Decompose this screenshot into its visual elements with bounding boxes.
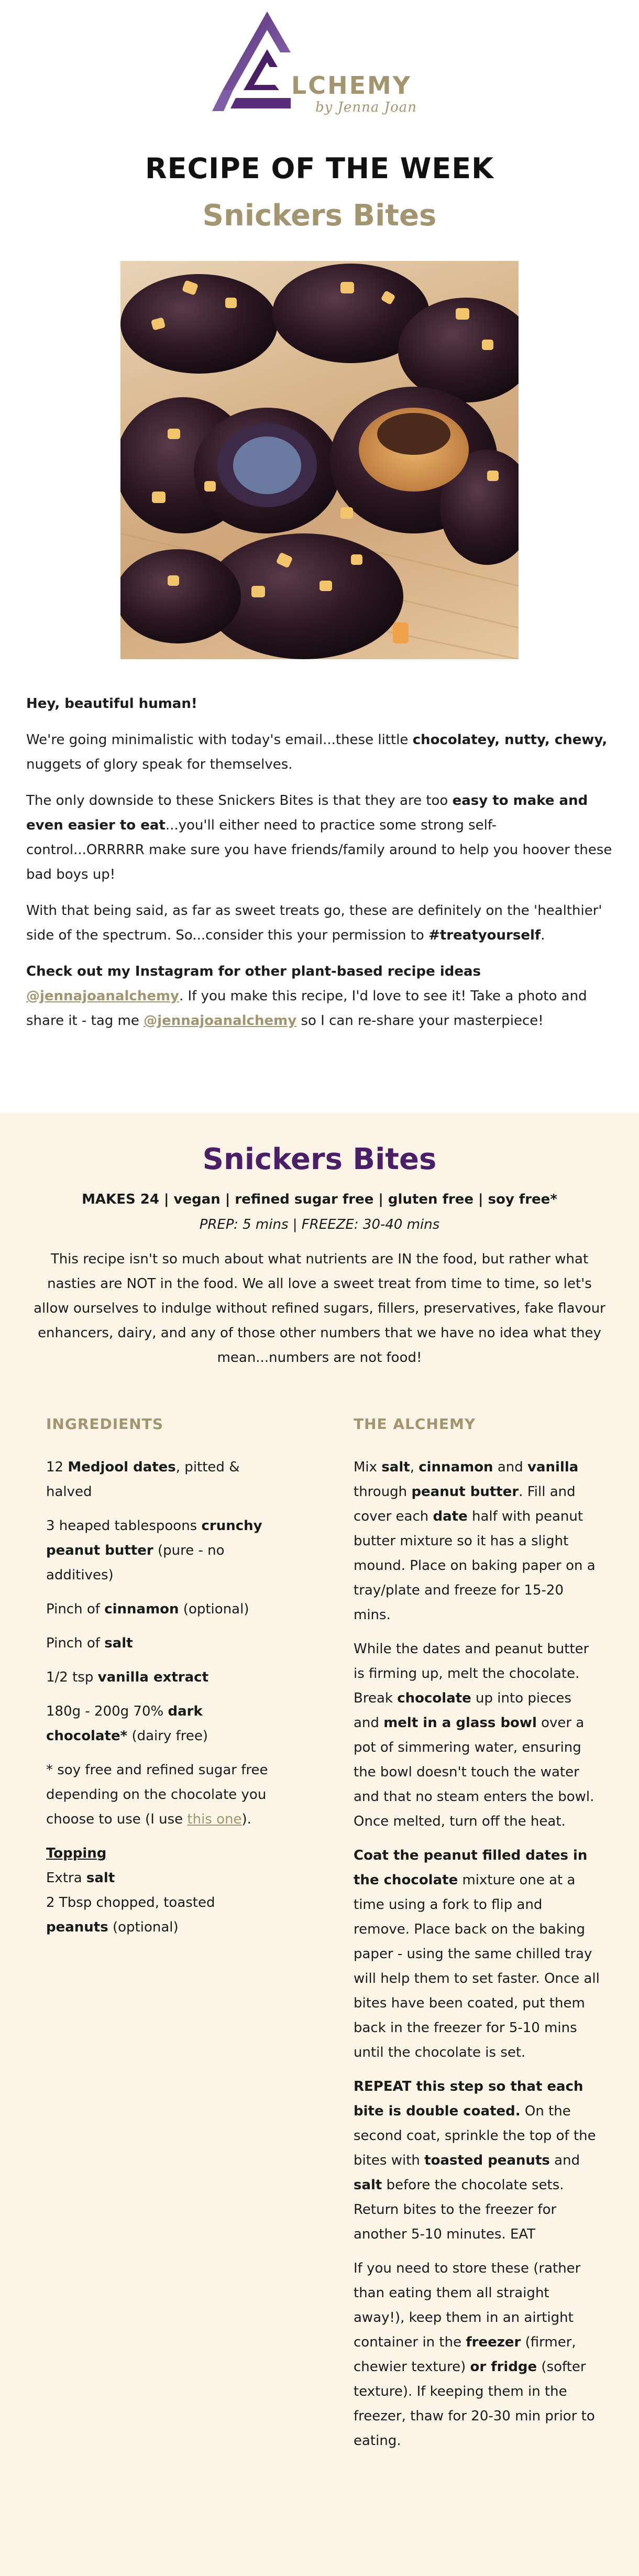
ingredient-item: 180g - 200g 70% dark chocolate* (dairy free) [46,1704,208,1744]
topping-item: Extra salt [46,1870,115,1886]
ingredient-item: 1/2 tsp vanilla extract [46,1669,209,1685]
logo-wordmark: LCHEMY [291,71,412,100]
intro-section [0,692,639,1033]
recipe-title: Snickers Bites [202,199,437,233]
method-column [354,1412,600,2463]
topping-heading: Topping [46,1846,107,1861]
instagram-link-2[interactable]: @jennajoanalchemy [144,1013,297,1029]
ingredient-item: 3 heaped tablespoons crunchy peanut butter (pure - no additives) [46,1518,262,1583]
header-logo [0,0,639,131]
method-step-2: While the dates and peanut butter is firming up, melt the chocolate. Break chocolate up into pieces and melt in a glass bowl over a pot of simmering water, ensuring the bowl doesn't touch the water and that no steam enters the bowl. Once melted, turn off the heat. [354,1641,594,1829]
ingredients-column [46,1412,277,1940]
topping-item: 2 Tbsp chopped, toasted peanuts (optional) [46,1895,215,1935]
instagram-link-1[interactable]: @jennajoanalchemy [26,988,179,1004]
intro-paragraph-3: With that being said, as far as sweet treats go, these are definitely on the 'healthier' side of the spectrum. So...consider this your permission to #treatyourself. [26,903,602,943]
hero-photo [120,261,519,659]
recipe-prep-time: PREP: 5 mins | FREEZE: 30-40 mins [199,1217,440,1232]
greeting: Hey, beautiful human! [26,696,197,712]
chocolate-link[interactable]: this one [187,1811,242,1827]
intro-paragraph-4: Check out my Instagram for other plant-based recipe ideas @jennajoanalchemy. If you make this recipe, I'd love to see it! Take a photo and share it - tag me @jennajoanalchemy so I can re-share your masterpiece! [26,964,587,1029]
ingredient-item: Pinch of cinnamon (optional) [46,1601,249,1617]
method-heading: THE ALCHEMY [354,1415,476,1433]
ingredient-item: 12 Medjool dates, pitted & halved [46,1459,240,1500]
recipe-card-title: Snickers Bites [202,1142,437,1176]
ingredients-heading: INGREDIENTS [46,1415,164,1433]
ingredient-note: * soy free and refined sugar free depending on the chocolate you choose to use (I use this one). [46,1762,268,1827]
snickers-bites-image [120,261,519,659]
intro-paragraph-2: The only downside to these Snickers Bites is that they are too easy to make and even easier to eat...you'll either need to practice some strong self-control...ORRRRR make sure you have friends/family around to help you hoover these bad boys up! [26,793,612,882]
method-step-4: REPEAT this step so that each bite is double coated. On the second coat, sprinkle the top of the bites with toasted peanuts and salt before the chocolate sets. Return bites to the freezer for another 5-10 minutes. EAT [354,2079,596,2242]
method-step-3: Coat the peanut filled dates in the chocolate mixture one at a time using a fork to flip and remove. Place back on the baking paper - using the same chilled tray will help them to set faster. Once all bites have been coated, put them back in the freezer for 5-10 mins until the chocolate is set. [354,1848,600,2060]
method-step-1: Mix salt, cinnamon and vanilla through peanut butter. Fill and cover each date half with peanut butter mixture so it has a slight mound. Place on baking paper on a tray/plate and freeze for 15-20 mins. [354,1459,596,1623]
recipe-makes: MAKES 24 | vegan | refined sugar free | gluten free | soy free* [82,1192,557,1207]
recipe-card [0,1113,639,2576]
recipe-blurb: This recipe isn't so much about what nutrients are IN the food, but rather what nasties are NOT in the food. We all love a sweet treat from time to time, so let's allow ourselves to indulge without refined sugars, fillers, preservatives, fake flavour enhancers, dairy, and any of those other numbers that we have no idea what they mean...numbers are not food! [34,1251,605,1366]
kicker-heading: RECIPE OF THE WEEK [145,152,494,185]
logo-byline: by Jenna Joan [315,100,417,115]
intro-paragraph-1: We're going minimalistic with today's email...these little chocolatey, nutty, chewy, nuggets of glory speak for themselves. [26,732,608,772]
ingredient-item: Pinch of salt [46,1635,133,1651]
method-step-5: If you need to store these (rather than eating them all straight away!), keep them in an airtight container in the freezer (firmer, chewier texture) or fridge (softer texture). If keeping them in the freezer, thaw for 20-30 min prior to eating. [354,2261,595,2449]
